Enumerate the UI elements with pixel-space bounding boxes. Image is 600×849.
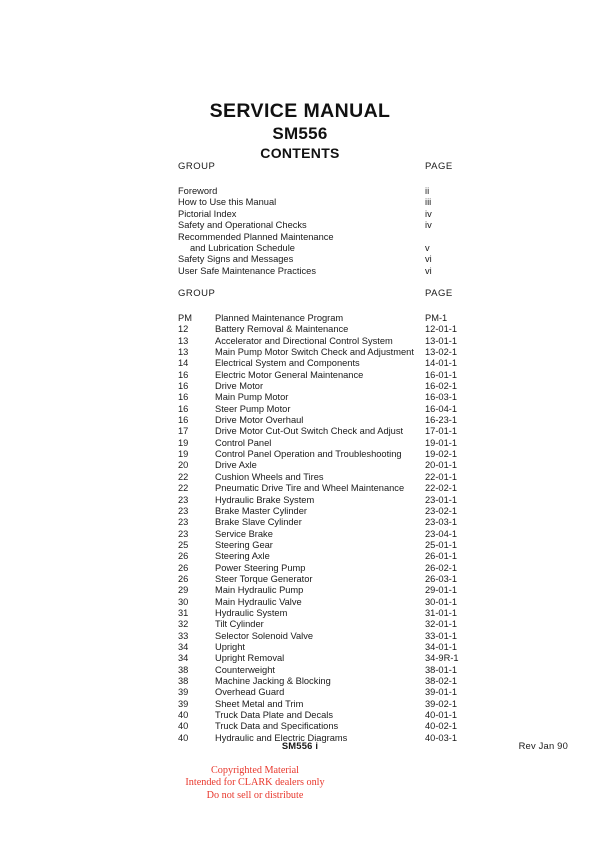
group-page-number: 19-01-1 [425, 437, 458, 448]
group-title: Accelerator and Directional Control System [215, 335, 393, 346]
group-page-number: 29-01-1 [425, 585, 458, 596]
group-page-number: 38-01-1 [425, 664, 458, 675]
group-page-number: 23-03-1 [425, 517, 458, 528]
copyright-line: Intended for CLARK dealers only [185, 777, 325, 789]
group-title: Counterweight [215, 664, 275, 675]
group-title: Electric Motor General Maintenance [215, 369, 364, 380]
group-page-number: 34-9R-1 [425, 653, 459, 664]
group-page-number: 26-02-1 [425, 562, 458, 573]
group-title: Machine Jacking & Blocking [215, 676, 331, 686]
group-title: Upright Removal [215, 653, 285, 664]
group-title: Main Pump Motor Switch Check and Adjustment [215, 347, 414, 358]
group-list-row [178, 313, 518, 324]
group-list-row [178, 721, 518, 732]
group-title: Hydraulic Brake System [215, 494, 315, 505]
group-list-row [178, 529, 518, 540]
group-page-number: 30-01-1 [425, 596, 458, 607]
group-list-row [178, 381, 518, 392]
document-title: SERVICE MANUAL [209, 100, 391, 122]
group-list-row [178, 438, 518, 449]
group-list-row [178, 495, 518, 506]
group-page-number: 34-01-1 [425, 641, 458, 652]
group-list-row [178, 676, 518, 687]
group-title: Sheet Metal and Trim [215, 698, 304, 709]
group-title: Cushion Wheels and Tires [215, 471, 324, 482]
group-page-number: 16-04-1 [425, 403, 458, 414]
group-list-row [178, 449, 518, 460]
group-page-number: 40-02-1 [425, 721, 458, 732]
frontmatter-row [178, 266, 508, 277]
frontmatter-page-number: vi [425, 265, 432, 276]
frontmatter-label: Recommended Planned Maintenance [178, 231, 334, 242]
group-list-row [178, 597, 518, 608]
group-number: 12 [178, 324, 189, 335]
frontmatter-row [178, 186, 508, 197]
group-number: 26 [178, 562, 189, 573]
frontmatter-label: Safety Signs and Messages [178, 254, 294, 265]
group-number: 29 [178, 585, 189, 596]
group-title: Brake Master Cylinder [215, 505, 307, 516]
group-page-number: 17-01-1 [425, 426, 458, 437]
frontmatter-page-number: v [425, 242, 430, 253]
group-list-row [178, 585, 518, 596]
group-number: 16 [178, 392, 189, 403]
group-page-number: 40-01-1 [425, 710, 458, 721]
group-title: Truck Data Plate and Decals [215, 710, 333, 721]
group-number: 16 [178, 381, 189, 392]
group-page-number: 31-01-1 [425, 607, 458, 618]
group-title: Truck Data and Specifications [215, 721, 339, 732]
group-number: 19 [178, 437, 189, 448]
group-page-number: 14-01-1 [425, 358, 458, 369]
group-list-row [178, 710, 518, 721]
group-title: Selector Solenoid Valve [215, 630, 314, 641]
group-page-number: 22-02-1 [425, 483, 458, 494]
group-title: Upright [215, 641, 245, 652]
group-number: 20 [178, 460, 189, 471]
group-list-row [178, 404, 518, 415]
group-title: Control Panel [215, 437, 272, 448]
group-title: Tilt Cylinder [215, 619, 264, 630]
group-list-row [178, 699, 518, 710]
footer-revision: Rev Jan 90 [518, 740, 568, 751]
group-list-row [178, 665, 518, 676]
title-block [0, 100, 600, 162]
group-number: 23 [178, 528, 189, 539]
frontmatter-page-number: ii [425, 186, 430, 196]
group-number: 34 [178, 653, 189, 664]
group-page-number: 16-02-1 [425, 381, 458, 392]
group-page-number: 13-01-1 [425, 335, 458, 346]
group-number: 23 [178, 494, 189, 505]
group-page-number: 40-03-1 [425, 732, 458, 743]
group-title: Service Brake [215, 528, 273, 539]
frontmatter-label: and Lubrication Schedule [190, 242, 295, 253]
group-list-row [178, 551, 518, 562]
group-list-row [178, 642, 518, 653]
group-title: Battery Removal & Maintenance [215, 324, 349, 335]
group-title: Drive Axle [215, 460, 257, 471]
group-page-number: 39-01-1 [425, 687, 458, 698]
group-number: 38 [178, 664, 189, 675]
frontmatter-row [178, 243, 508, 254]
document-model-number: SM556 [272, 124, 328, 143]
group-list-row [178, 574, 518, 585]
frontmatter-row [178, 197, 508, 208]
group-list-row [178, 687, 518, 698]
frontmatter-label: Pictorial Index [178, 208, 237, 219]
group-number: 39 [178, 698, 189, 709]
group-number: 38 [178, 676, 189, 686]
group-list-row [178, 608, 518, 619]
group-page-number: PM-1 [425, 313, 448, 323]
column-header-group-1: GROUP [178, 161, 216, 172]
group-list-row [178, 506, 518, 517]
copyright-notice [0, 765, 600, 802]
group-title: Planned Maintenance Program [215, 313, 344, 323]
group-number: 40 [178, 732, 189, 743]
group-list-row [178, 472, 518, 483]
group-title: Steering Gear [215, 539, 273, 550]
group-number: 17 [178, 426, 189, 437]
group-list-row [178, 631, 518, 642]
frontmatter-page-number: iv [425, 220, 432, 231]
footer-page-marker: SM556 i [281, 740, 319, 751]
copyright-line: Copyrighted Material [211, 765, 299, 776]
group-page-number: 16-23-1 [425, 415, 458, 426]
group-number: 23 [178, 505, 189, 516]
frontmatter-label: User Safe Maintenance Practices [178, 265, 316, 276]
group-number: 14 [178, 358, 189, 369]
group-page-number: 23-04-1 [425, 528, 458, 539]
group-page-number: 26-03-1 [425, 573, 458, 584]
group-number: 22 [178, 471, 189, 482]
group-title: Drive Motor Overhaul [215, 415, 304, 426]
group-number: 13 [178, 335, 189, 346]
frontmatter-page-number: iii [425, 197, 432, 208]
group-number: PM [178, 313, 192, 323]
group-page-number: 25-01-1 [425, 539, 458, 550]
group-list-row [178, 370, 518, 381]
group-title: Main Pump Motor [215, 392, 289, 403]
group-list-row [178, 483, 518, 494]
group-page-number: 26-01-1 [425, 551, 458, 562]
group-title: Brake Slave Cylinder [215, 517, 302, 528]
group-list-row [178, 358, 518, 369]
group-number: 26 [178, 573, 189, 584]
frontmatter-label: Safety and Operational Checks [178, 220, 307, 231]
group-title: Drive Motor Cut-Out Switch Check and Adjust [215, 426, 404, 437]
column-header-group-2: GROUP [178, 288, 216, 299]
column-header-page-1: PAGE [425, 161, 600, 849]
group-number: 25 [178, 539, 189, 550]
group-page-number: 23-01-1 [425, 494, 458, 505]
frontmatter-label: Foreword [178, 186, 218, 196]
group-list-row [178, 347, 518, 358]
group-number: 33 [178, 630, 189, 641]
group-number: 19 [178, 449, 189, 460]
group-number: 13 [178, 347, 189, 358]
group-title: Control Panel Operation and Troubleshooting [215, 449, 402, 460]
frontmatter-page-number: iv [425, 208, 432, 219]
group-title: Overhead Guard [215, 687, 285, 698]
group-number: 31 [178, 607, 189, 618]
group-number: 23 [178, 517, 189, 528]
group-title: Steering Axle [215, 551, 270, 562]
group-title: Electrical System and Components [215, 358, 360, 369]
group-page-number: 39-02-1 [425, 698, 458, 709]
group-title: Steer Pump Motor [215, 403, 291, 414]
group-list-row [178, 336, 518, 347]
group-page-number: 33-01-1 [425, 630, 458, 641]
frontmatter-list [178, 186, 508, 277]
group-title: Main Hydraulic Valve [215, 596, 302, 607]
group-list-row [178, 517, 518, 528]
group-number: 16 [178, 369, 189, 380]
group-page-number: 13-02-1 [425, 347, 458, 358]
group-list-row [178, 392, 518, 403]
column-header-page-2: PAGE [425, 288, 600, 849]
group-number: 34 [178, 641, 189, 652]
group-title: Power Steering Pump [215, 562, 306, 573]
group-page-number: 19-02-1 [425, 449, 458, 460]
frontmatter-row [178, 220, 508, 231]
copyright-line: Do not sell or distribute [206, 789, 304, 801]
group-number: 16 [178, 403, 189, 414]
group-list-row [178, 540, 518, 551]
group-list [178, 313, 518, 744]
group-list-row [178, 460, 518, 471]
group-number: 40 [178, 721, 189, 732]
group-page-number: 12-01-1 [425, 324, 458, 335]
group-number: 26 [178, 551, 189, 562]
group-title: Steer Torque Generator [215, 573, 313, 584]
group-page-number: 38-02-1 [425, 676, 458, 686]
group-page-number: 16-01-1 [425, 369, 458, 380]
frontmatter-page-number: vi [425, 254, 432, 265]
group-number: 30 [178, 596, 189, 607]
group-number: 16 [178, 415, 189, 426]
group-list-row [178, 563, 518, 574]
group-list-row [178, 415, 518, 426]
group-page-number: 32-01-1 [425, 619, 458, 630]
group-list-row [178, 619, 518, 630]
group-number: 32 [178, 619, 189, 630]
frontmatter-row [178, 232, 508, 243]
group-title: Pneumatic Drive Tire and Wheel Maintenance [215, 483, 405, 494]
group-title: Drive Motor [215, 381, 264, 392]
contents-heading: CONTENTS [260, 145, 340, 161]
group-page-number: 22-01-1 [425, 471, 458, 482]
group-number: 39 [178, 687, 189, 698]
frontmatter-row [178, 209, 508, 220]
group-number: 40 [178, 710, 189, 721]
group-title: Hydraulic and Electric Diagrams [215, 732, 348, 743]
frontmatter-label: How to Use this Manual [178, 197, 277, 208]
group-page-number: 23-02-1 [425, 505, 458, 516]
frontmatter-row [178, 254, 508, 265]
group-title: Main Hydraulic Pump [215, 585, 304, 596]
group-page-number: 20-01-1 [425, 460, 458, 471]
group-page-number: 16-03-1 [425, 392, 458, 403]
group-list-row [178, 324, 518, 335]
group-list-row [178, 653, 518, 664]
group-number: 22 [178, 483, 189, 494]
group-list-row [178, 426, 518, 437]
group-title: Hydraulic System [215, 607, 288, 618]
